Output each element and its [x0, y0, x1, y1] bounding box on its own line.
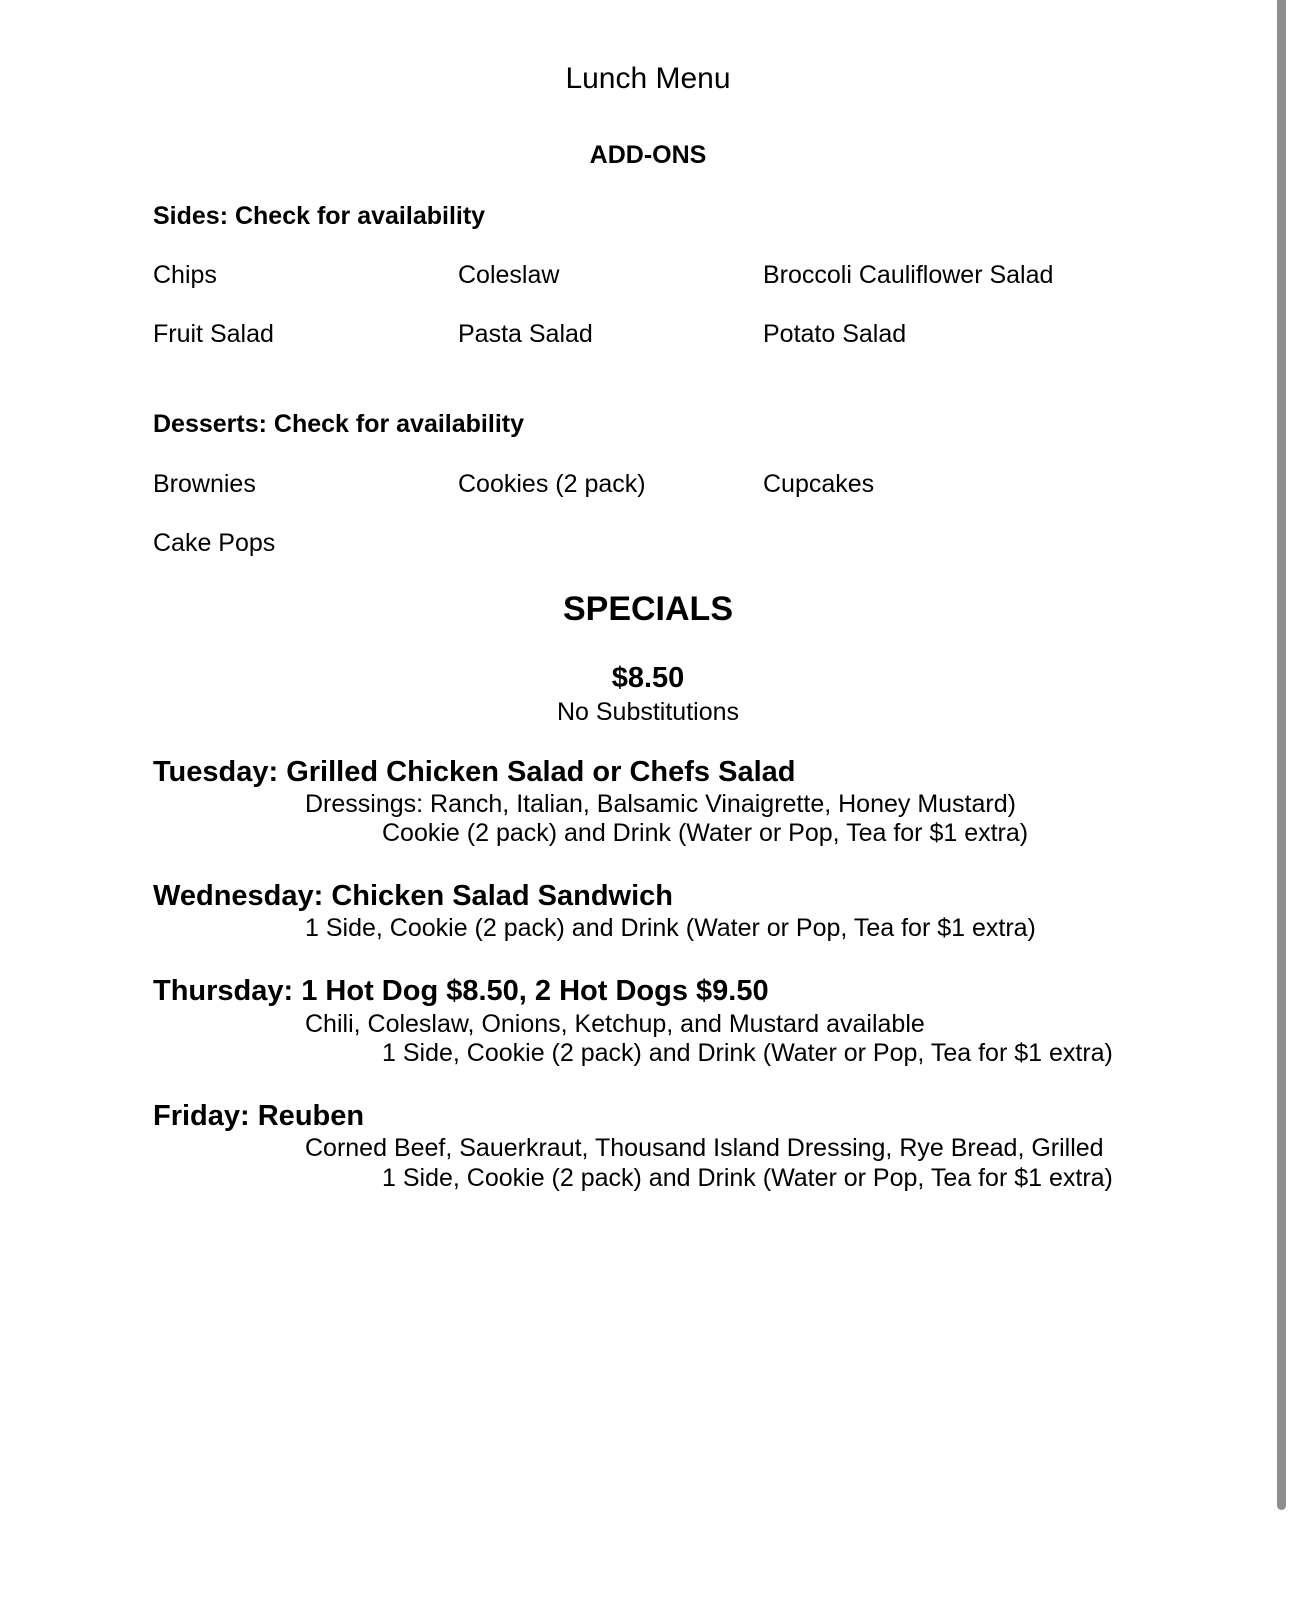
- side-item: Pasta Salad: [458, 320, 593, 348]
- side-item: Fruit Salad: [153, 320, 274, 348]
- dessert-item: Cookies (2 pack): [458, 470, 646, 498]
- dessert-item: Cupcakes: [763, 470, 875, 498]
- special-detail: 1 Side, Cookie (2 pack) and Drink (Water or Pop, Tea for $1 extra): [382, 1039, 1113, 1067]
- special-day-title: Thursday: 1 Hot Dog $8.50, 2 Hot Dogs $9.50: [153, 975, 769, 1007]
- special-detail: Corned Beef, Sauerkraut, Thousand Island Dressing, Rye Bread, Grilled: [305, 1134, 1104, 1162]
- special-detail: 1 Side, Cookie (2 pack) and Drink (Water or Pop, Tea for $1 extra): [382, 1164, 1113, 1192]
- special-day-title: Tuesday: Grilled Chicken Salad or Chefs Salad: [153, 756, 796, 788]
- special-detail: Dressings: Ranch, Italian, Balsamic Vinaigrette, Honey Mustard): [305, 790, 1016, 818]
- side-item: Broccoli Cauliflower Salad: [763, 261, 1054, 289]
- dessert-item: Cake Pops: [153, 529, 276, 557]
- special-detail: Cookie (2 pack) and Drink (Water or Pop, Tea for $1 extra): [382, 819, 1029, 847]
- special-detail: 1 Side, Cookie (2 pack) and Drink (Water or Pop, Tea for $1 extra): [305, 914, 1036, 942]
- specials-note: No Substitutions: [556, 698, 740, 726]
- special-day-title: Wednesday: Chicken Salad Sandwich: [153, 880, 674, 912]
- scrollbar[interactable]: [1270, 0, 1290, 1616]
- desserts-heading: Desserts: Check for availability: [153, 410, 524, 438]
- side-item: Chips: [153, 261, 217, 289]
- addons-heading: ADD-ONS: [589, 141, 707, 169]
- page-title: Lunch Menu: [565, 62, 731, 95]
- sides-heading: Sides: Check for availability: [153, 202, 486, 230]
- dessert-item: Brownies: [153, 470, 256, 498]
- special-detail: Chili, Coleslaw, Onions, Ketchup, and Mustard available: [305, 1010, 925, 1038]
- scrollbar-thumb[interactable]: [1277, 0, 1286, 1510]
- specials-price: $8.50: [611, 662, 685, 694]
- specials-heading: SPECIALS: [562, 590, 734, 628]
- side-item: Coleslaw: [458, 261, 560, 289]
- special-day-title: Friday: Reuben: [153, 1100, 365, 1132]
- side-item: Potato Salad: [763, 320, 907, 348]
